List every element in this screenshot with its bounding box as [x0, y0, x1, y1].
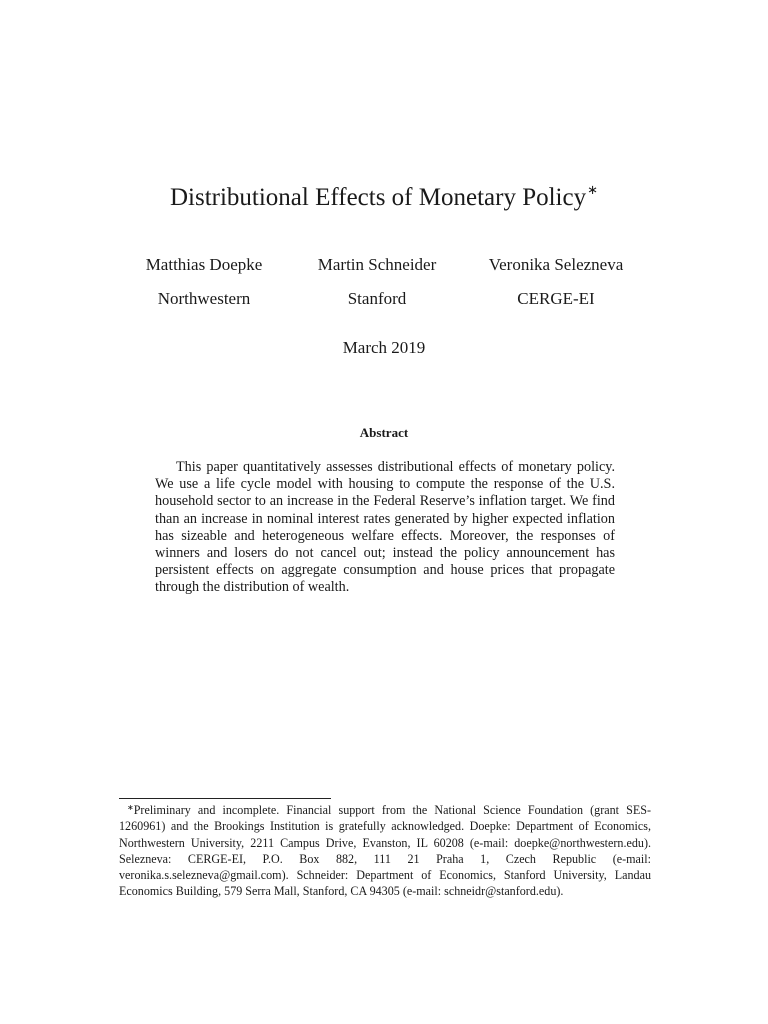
paper-title — [0, 174, 768, 214]
author-block-selezneva — [470, 254, 642, 310]
author-affiliation: Stanford — [347, 289, 407, 308]
footnote-mark: ∗ — [127, 803, 134, 812]
title-text: Distributional Effects of Monetary Policy — [169, 184, 587, 211]
footnote — [119, 800, 651, 900]
author-block-schneider — [298, 254, 456, 310]
publication-date: March 2019 — [342, 338, 426, 357]
author-name: Veronika Selezneva — [488, 255, 624, 274]
footnote-divider — [119, 798, 331, 799]
footnote-text: Preliminary and incomplete. Financial support from the National Science Foundation (grant SES-1260961) and the Brookings Institution is gratefully acknowledged. Doepke: Department of Economics, Northwestern University, 2211 Campus Drive, Evanston, IL 60208 (e-mail: doepke@northwestern.edu). Selezneva: CERGE-EI, P.O. Box 882, 111 21 Praha 1, Czech Republic (e-mail: veronika.s.selezneva@gmail.com). Schneider: Department of Economics, Stanford University, Landau Economics Building, 579 Serra Mall, Stanford, CA 94305 (e-mail: schneidr@stanford.edu). — [119, 803, 651, 899]
author-name: Matthias Doepke — [145, 255, 263, 274]
title-footnote-mark: ∗ — [587, 182, 599, 197]
author-block-doepke — [125, 254, 283, 310]
abstract-body: This paper quantitatively assesses distributional effects of monetary policy. We use a life cycle model with housing to compute the response of the U.S. household sector to an increase in the Federal Reserve’s inflation target. We find than an increase in nominal interest rates generated by higher expected inflation has sizeable and heterogeneous welfare effects. Moreover, the responses of winners and losers do not cancel out; instead the policy announcement has persistent effects on aggregate consumption and house prices that propagate through the distribution of wealth. — [155, 459, 615, 596]
author-affiliation: Northwestern — [157, 289, 251, 308]
author-affiliation: CERGE-EI — [517, 289, 595, 308]
author-name: Martin Schneider — [317, 255, 437, 274]
abstract-heading: Abstract — [359, 425, 409, 440]
